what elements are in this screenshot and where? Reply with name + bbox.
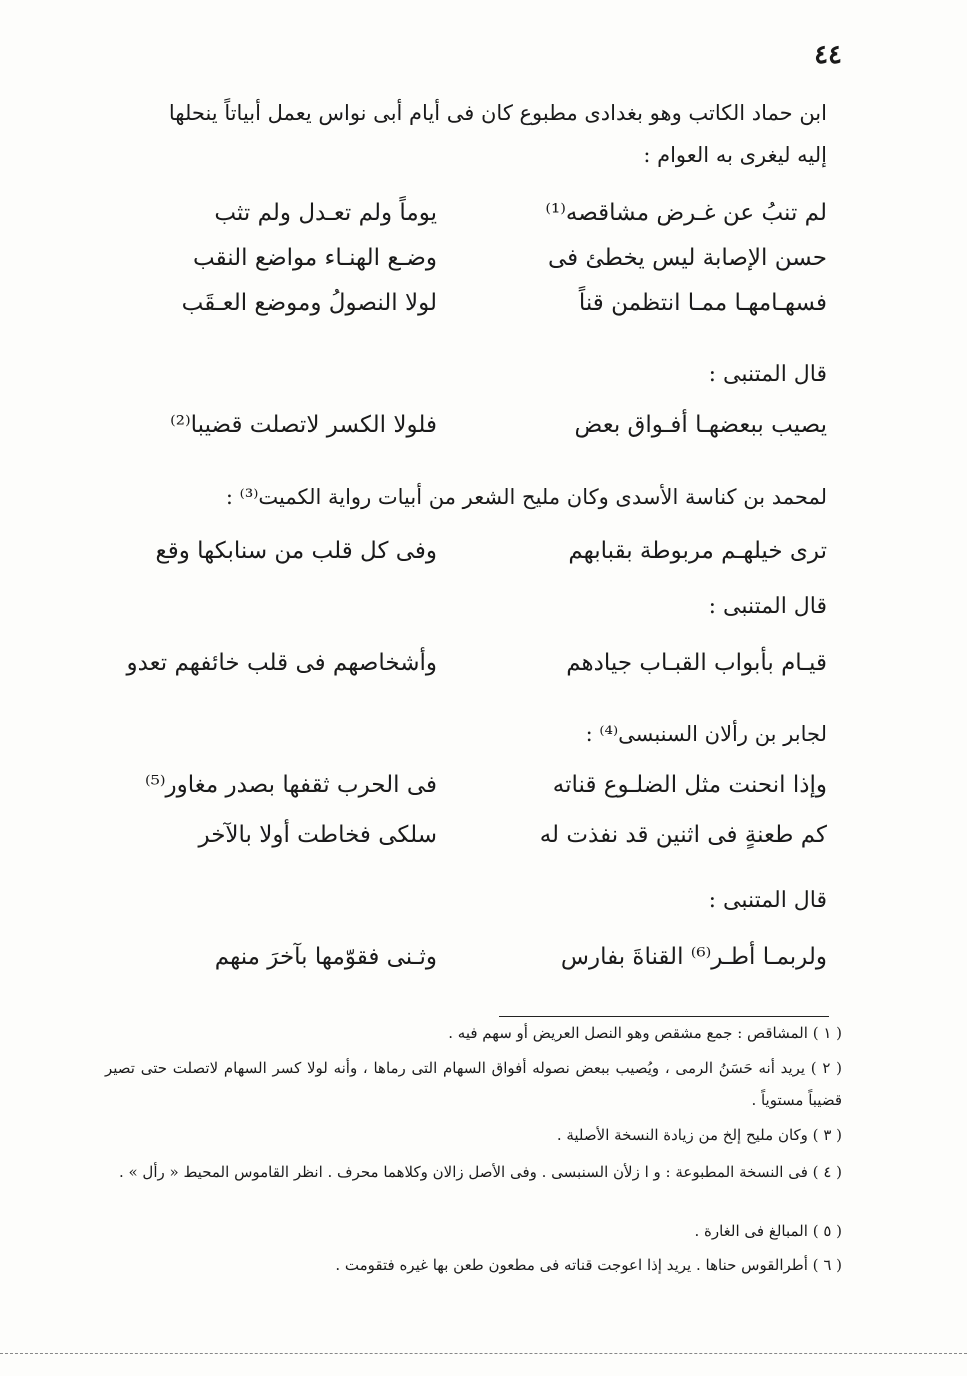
intro-line-2: إليه ليغرى به العوام : bbox=[643, 143, 827, 167]
verse-hemistich-left: فى الحرب ثقفها بصدر مغاور⁽⁵⁾ bbox=[145, 772, 437, 798]
verse-hemistich-left: وفى كل قلب من سنابكها وقع bbox=[155, 538, 437, 564]
footnote-2: ( ٢ ) يريد أنه حَسَنُ الرمى ، ويُصيب ببعض نصوله أفواق السهام التى رماها ، وأنه لولا كسر السهام لاتصلت حتى تصير قضيباً مستوياً . bbox=[105, 1059, 843, 1109]
verse-hemistich-left: وثـنى فقوّمها بآخرَ منهم bbox=[214, 944, 437, 970]
verse-hemistich-left: يوماً ولم تعـدل ولم تثب bbox=[214, 200, 437, 226]
verse-hemistich-left: لولا النصولُ وموضع العـقَب bbox=[181, 290, 437, 316]
verse-hemistich-left: سلكى فخاطت أولا بالآخر bbox=[198, 822, 437, 848]
verse-hemistich-right: كم طعنةٍ فى اثنين قد نفذت له bbox=[539, 822, 827, 848]
footnote-4: ( ٤ ) فى النسخة المطبوعة : و ا زلأن السنبسى . وفى الأصل زالان وكلاهما محرف . انظر القاموس المحيط « رأل » . bbox=[118, 1163, 842, 1181]
intro-line-1: ابن حماد الكاتب وهو بغدادى مطبوع كان فى أيام أبى نواس يعمل أبياتاً ينحلها bbox=[168, 101, 827, 125]
section-heading: قال المتنبى : bbox=[708, 594, 827, 619]
verse-hemistich-right: حسن الإصابة ليس يخطئ فى bbox=[548, 245, 827, 271]
section-heading: قال المتنبى : bbox=[708, 888, 827, 913]
verse-hemistich-right: فسهـامهـا ممـا انتظمن قناً bbox=[578, 290, 827, 316]
page-number: ٤٤ bbox=[814, 40, 842, 70]
verse-hemistich-right: ولربمـا أطـر⁽⁶⁾ القناةَ بفارس bbox=[560, 944, 827, 970]
footnote-1: ( ١ ) المشاقص : جمع مشقص وهو النصل العريض أو سهم فيه . bbox=[448, 1024, 842, 1042]
verse-hemistich-left: وأشخاصهم فى قلب خائفهم تعدو bbox=[126, 650, 437, 676]
footnote-3: ( ٣ ) وكان مليح إلخ من زيادة النسخة الأصلية . bbox=[556, 1126, 842, 1144]
verse-hemistich-right: ترى خيلهـم مربوطة بقبابهم bbox=[568, 538, 827, 564]
verse-hemistich-right: يصيب ببعضهـا أفـواق بعض bbox=[574, 412, 827, 438]
footnote-6: ( ٦ ) أطرالقوس حناها . يريد إذا اعوجت قناته فى مطعون طعن بها غيره فتقومت . bbox=[335, 1256, 842, 1274]
footnote-separator bbox=[499, 1016, 829, 1017]
attribution-paragraph: لجابر بن رألان السنبسى⁽⁴⁾ : bbox=[585, 722, 827, 746]
verse-hemistich-right: وإذا انحنت مثل الضلـوع قناته bbox=[552, 772, 827, 798]
verse-hemistich-left: فلولا الكسر لاتصلت قضيبا⁽²⁾ bbox=[170, 412, 437, 438]
intro-paragraph bbox=[80, 92, 827, 176]
verse-hemistich-left: وضـع الهنـاء مواضع النقب bbox=[193, 245, 437, 271]
verse-hemistich-right: لم تنبُ عن غـرض مشاقصه⁽¹⁾ bbox=[545, 200, 827, 226]
footnote-5: ( ٥ ) المبالغ فى الغارة . bbox=[694, 1222, 842, 1240]
page-bottom-edge bbox=[0, 1353, 967, 1354]
attribution-paragraph: لمحمد بن كناسة الأسدى وكان مليح الشعر من أبيات رواية الكميت⁽³⁾ : bbox=[225, 485, 827, 509]
verse-hemistich-right: قيـام بأبواب القبـاب جيادهم bbox=[566, 650, 827, 676]
section-heading: قال المتنبى : bbox=[708, 362, 827, 387]
